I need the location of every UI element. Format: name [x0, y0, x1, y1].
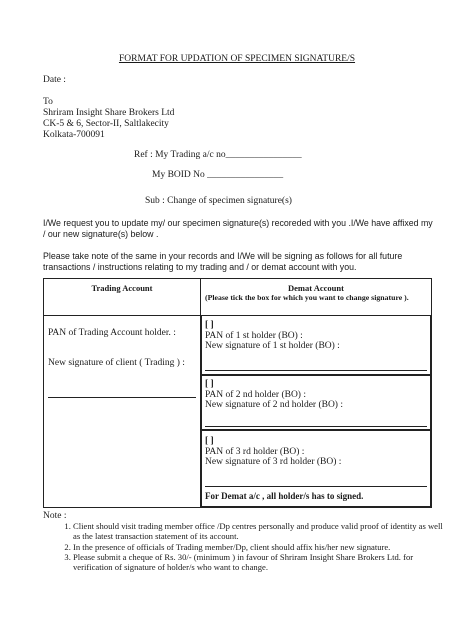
note-label: Note : — [43, 511, 67, 521]
third-holder-box — [201, 430, 431, 507]
second-holder-box — [201, 375, 431, 430]
signature-table — [43, 278, 432, 508]
notice-paragraph: Please take note of the same in your records and I/We will be signing as follows for all future transactions / instructions relating to my trading and / or demat account with you. — [43, 251, 403, 272]
request-paragraph: I/We request you to update my/ our specimen signature(s) recoreded with you .I/We have affixed my / our new signature(s) below . — [43, 218, 433, 239]
trading-signature-line[interactable] — [48, 397, 196, 398]
first-holder-signature-label: New signature of 1 st holder (BO) : — [205, 341, 340, 351]
demat-account-header: Demat Account — [288, 283, 344, 293]
trading-account-header: Trading Account — [91, 283, 153, 293]
third-holder-tick-box[interactable]: [ ] — [205, 436, 214, 446]
second-holder-pan-label: PAN of 2 nd holder (BO) : — [205, 390, 306, 400]
addressee-name: Shriram Insight Share Brokers Ltd — [43, 108, 175, 118]
note-item: 1. Client should visit trading member office /Dp centres personally and produce valid proof of identity as well as the latest transaction statement of its account. — [73, 521, 445, 542]
third-holder-signature-line[interactable] — [205, 486, 427, 487]
demat-footer-note: For Demat a/c , all holder/s has to signed. — [205, 491, 364, 501]
note-item: 2. In the presence of officials of Trading member/Dp, client should affix his/her new signature. — [73, 542, 445, 552]
notes-list — [60, 521, 445, 573]
first-holder-tick-box[interactable]: [ ] — [205, 320, 214, 330]
address-line: CK-5 & 6, Sector-II, Saltlakecity — [43, 119, 169, 129]
third-holder-pan-label: PAN of 3 rd holder (BO) : — [205, 447, 305, 457]
to-label: To — [43, 97, 53, 107]
note-item: 3. Please submit a cheque of Rs. 30/- (minimum ) in favour of Shriram Insight Share Brokers Ltd. for verification of signature of holder/s who want to change. — [73, 552, 445, 573]
second-holder-tick-box[interactable]: [ ] — [205, 379, 214, 389]
address-city: Kolkata-700091 — [43, 130, 105, 140]
subject-line: Sub : Change of specimen signature(s) — [145, 196, 292, 206]
trading-account-ref: Ref : My Trading a/c no________________ — [134, 150, 302, 160]
boid-ref: My BOID No ________________ — [152, 170, 284, 180]
pan-trading-label: PAN of Trading Account holder. : — [48, 328, 176, 338]
date-label: Date : — [43, 75, 66, 85]
new-signature-trading-label: New signature of client ( Trading ) : — [48, 358, 185, 368]
first-holder-box — [201, 315, 431, 375]
first-holder-signature-line[interactable] — [205, 370, 427, 371]
second-holder-signature-line[interactable] — [205, 426, 427, 427]
first-holder-pan-label: PAN of 1 st holder (BO) : — [205, 331, 303, 341]
demat-subheader: (Please tick the box for which you want to change signature ). — [205, 293, 409, 302]
form-title: FORMAT FOR UPDATION OF SPECIMEN SIGNATURE/S — [118, 54, 356, 64]
second-holder-signature-label: New signature of 2 nd holder (BO) : — [205, 400, 343, 410]
third-holder-signature-label: New signature of 3 rd holder (BO) : — [205, 457, 342, 467]
